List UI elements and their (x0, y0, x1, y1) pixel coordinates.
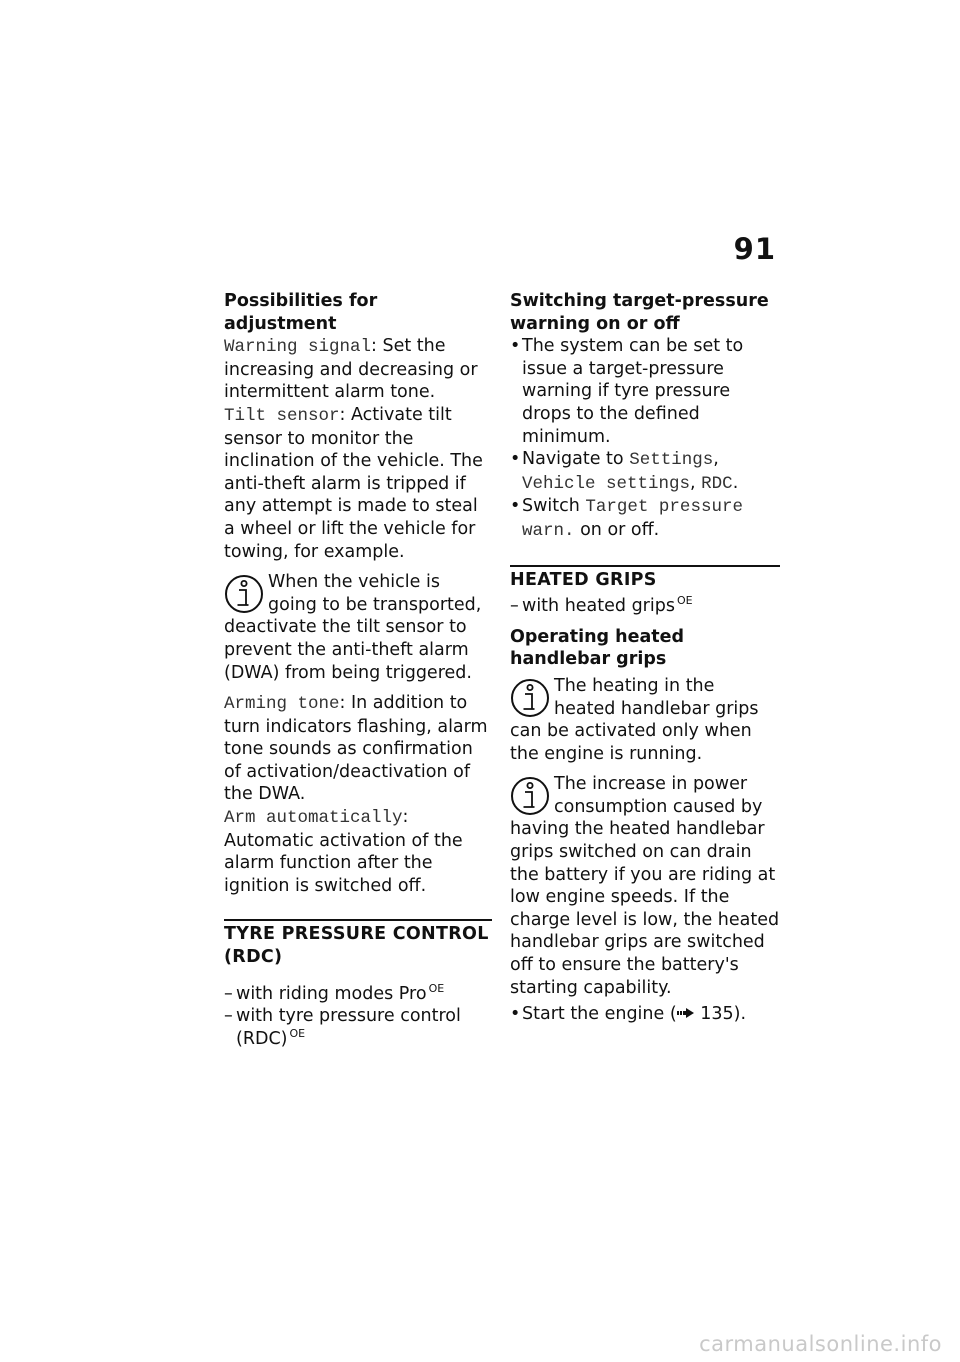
heated-grips-heading: HEATED GRIPS (510, 569, 657, 590)
engine-running-note (510, 675, 780, 765)
oe-marker: OE (676, 594, 693, 608)
battery-note-text: The increase in power consumption caused by having the heated handlebar grips switched on can drain the battery if you are riding at low engine speeds. If the charge level is low, the heated handlebar grips are switched off to ensure the battery's starting capability. (510, 774, 780, 998)
switching-heading: Switching target-pressure warning on or off (510, 291, 769, 334)
warning-signal-term: Warning signal (224, 337, 372, 358)
warning-signal-paragraph (224, 335, 492, 404)
right-column (510, 290, 780, 1026)
rdc-requirement-rdc: – with tyre pressure control (RDC) $^{OE}$ (224, 1005, 492, 1050)
list-item: • Switch Target pressure warn. on or off. (510, 495, 780, 542)
operating-heading: Operating heated handlebar grips (510, 626, 685, 670)
info-icon (510, 677, 550, 719)
arm-automatically-paragraph (224, 806, 492, 897)
oe-marker: OE (289, 1026, 306, 1040)
arm-automatically-text: : Automatic activation of the alarm function after the ignition is switched off. (224, 807, 463, 896)
menu-target-pressure-warn: Target pressure warn. (522, 497, 743, 541)
left-column (224, 290, 492, 1050)
battery-note (510, 773, 780, 999)
list-item: • The system can be set to issue a target-pressure warning if tyre pressure drops to the defined minimum. (510, 335, 780, 448)
watermark: carmanualsonline.info (699, 1332, 942, 1357)
arming-tone-term: Arming tone (224, 694, 340, 715)
page-number: 91 (733, 232, 776, 266)
arming-tone-paragraph (224, 692, 492, 806)
tilt-sensor-paragraph (224, 404, 492, 563)
info-icon (510, 775, 550, 817)
rdc-heading: TYRE PRESSURE CONTROL (RDC) (224, 924, 489, 968)
tilt-sensor-text: : Activate tilt sensor to monitor the inclination of the vehicle. The anti-theft alarm is tripped if any attempt is made to steal a wheel or lift the vehicle for towing, for example. (224, 404, 483, 562)
menu-path-settings: Settings (629, 450, 714, 471)
arming-tone-text: : In addition to turn indicators flashing, alarm tone sounds as confirmation of activation/deactivation of the DWA. (224, 693, 488, 805)
list-item: • Start the engine ( 135). (510, 1003, 780, 1026)
rdc-requirement-riding-modes: – with riding modes Pro $^{OE}$ (224, 983, 492, 1006)
start-steps (510, 1003, 780, 1026)
adjust-heading: Possibilities for adjustment (224, 291, 378, 334)
warning-signal-text: : Set the increasing and decreasing or intermittent alarm tone. (224, 336, 478, 403)
list-item: • Navigate to Settings, Vehicle settings, RDC. (510, 448, 780, 495)
menu-path-rdc: RDC (701, 473, 733, 494)
arm-automatically-term: Arm automatically (224, 808, 403, 829)
switching-steps (510, 335, 780, 542)
menu-path-vehicle-settings: Vehicle settings (522, 473, 691, 494)
engine-running-note-text: The heating in the heated handlebar grips can be activated only when the engine is running. (510, 675, 759, 764)
tilt-note-text: When the vehicle is going to be transported, deactivate the tilt sensor to prevent the anti-theft alarm (DWA) from being triggered. (224, 572, 482, 683)
tilt-note (224, 571, 492, 684)
oe-marker: OE (428, 981, 445, 995)
page-reference: 135 (700, 1004, 734, 1025)
heated-grips-requirement: – with heated grips $^{OE}$ (510, 595, 780, 618)
page-reference-arrow-icon (677, 1003, 695, 1015)
tilt-sensor-term: Tilt sensor (224, 405, 340, 426)
info-icon (224, 573, 264, 615)
